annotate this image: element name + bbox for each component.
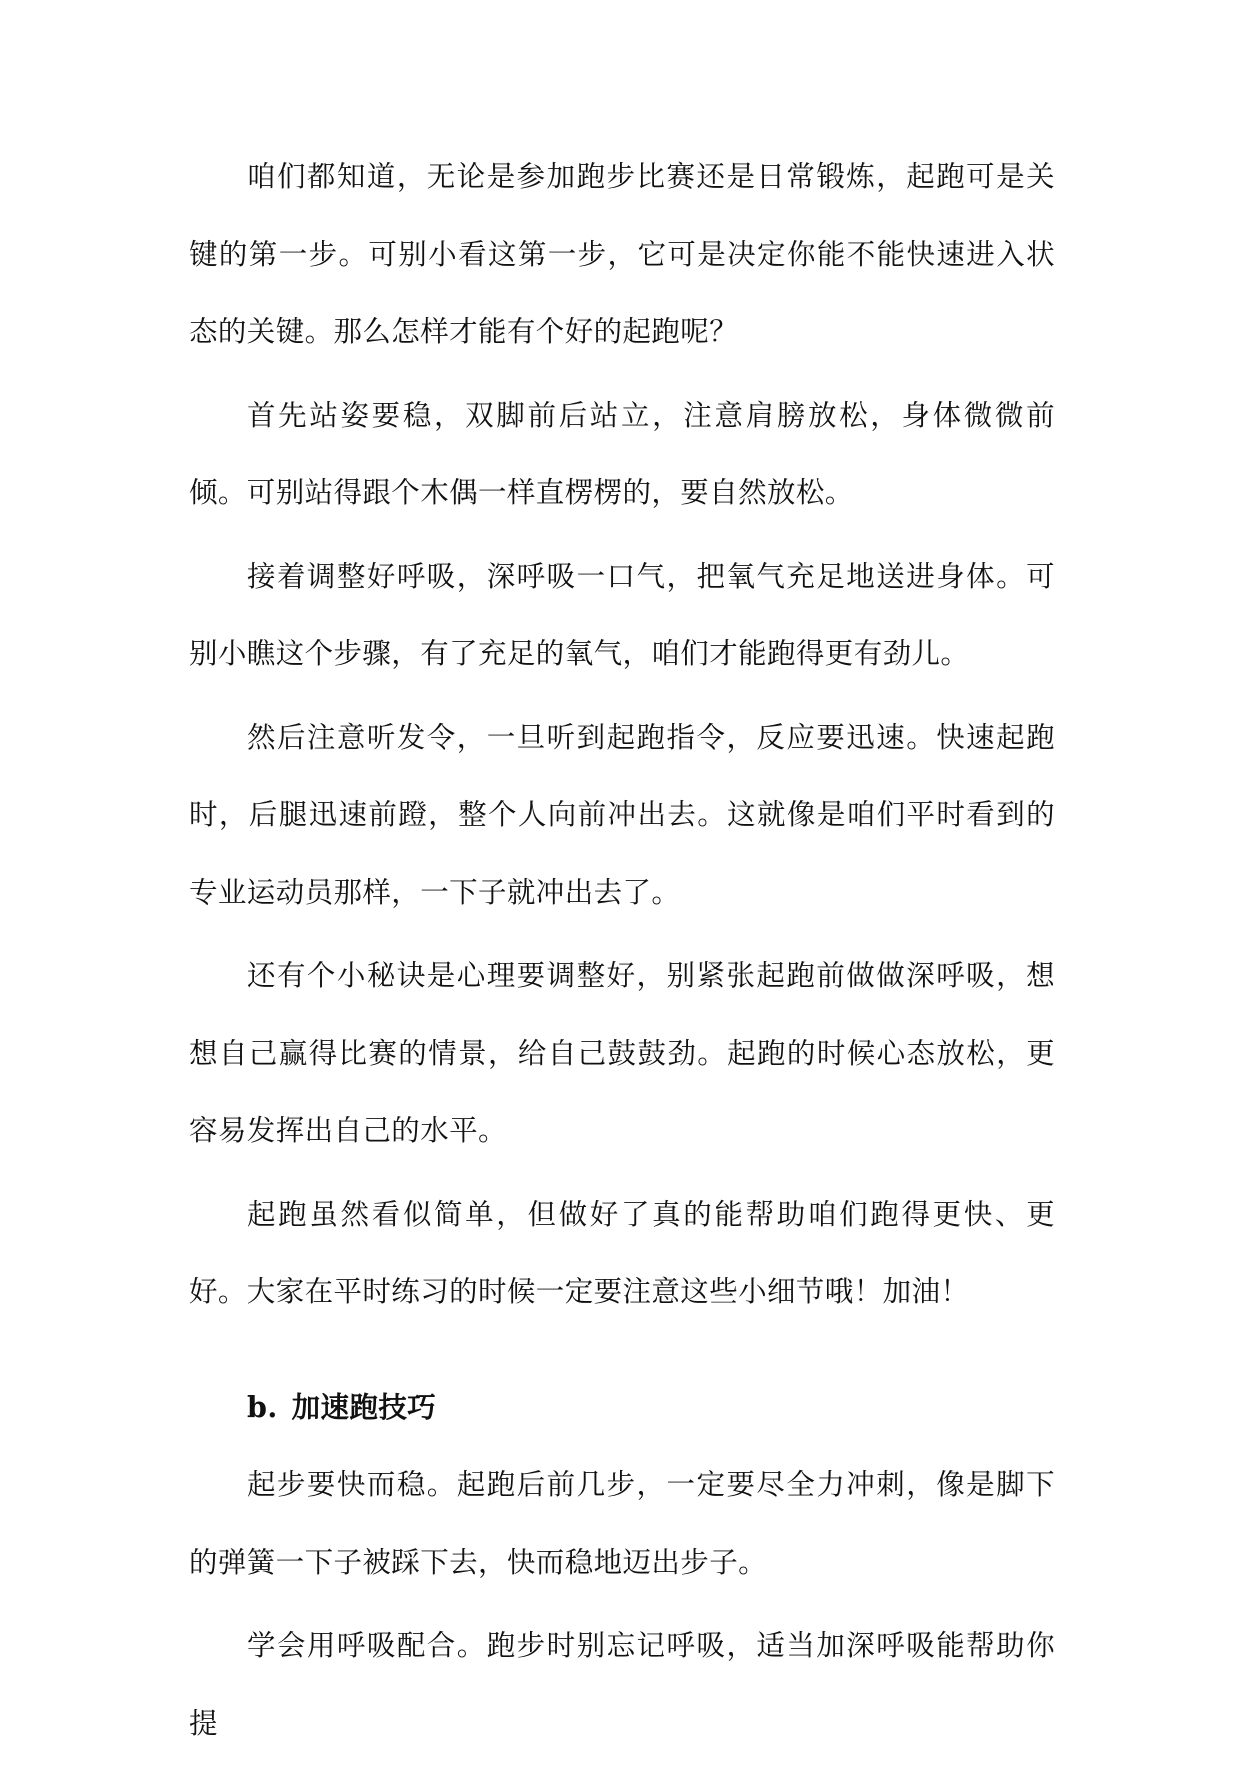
paragraph-mindset: 还有个小秘诀是心理要调整好，别紧张起跑前做做深呼吸，想想自己赢得比赛的情景，给自己鼓鼓劲。起跑的时候心态放松，更容易发挥出自己的水平。: [189, 959, 1055, 1147]
paragraph-breathing: 接着调整好呼吸，深呼吸一口气，把氧气充足地送进身体。可别小瞧这个步骤，有了充足的氧气，咱们才能跑得更有劲儿。: [189, 559, 1055, 670]
document-body: [189, 138, 1055, 1768]
paragraph-quick-start: 起步要快而稳。起跑后前几步，一定要尽全力冲刺，像是脚下的弹簧一下子被踩下去，快而稳地迈出步子。: [189, 1468, 1055, 1579]
section-marker: b.: [247, 1389, 278, 1424]
paragraph-conclusion: 起跑虽然看似简单，但做好了真的能帮助咱们跑得更快、更好。大家在平时练习的时候一定要注意这些小细节哦！加油！: [189, 1197, 1055, 1308]
paragraph-intro: 咱们都知道，无论是参加跑步比赛还是日常锻炼，起跑可是关键的第一步。可别小看这第一步，它可是决定你能不能快速进入状态的关键。那么怎样才能有个好的起跑呢？: [189, 160, 1055, 348]
paragraph-breath-coordination: 学会用呼吸配合。跑步时别忘记呼吸，适当加深呼吸能帮助你提: [189, 1629, 1055, 1740]
section-title: 加速跑技巧: [291, 1389, 437, 1424]
paragraph-stance: 首先站姿要稳，双脚前后站立，注意肩膀放松，身体微微前倾。可别站得跟个木偶一样直楞楞的，要自然放松。: [189, 398, 1055, 509]
paragraph-start-signal: 然后注意听发令，一旦听到起跑指令，反应要迅速。快速起跑时，后腿迅速前蹬，整个人向前冲出去。这就像是咱们平时看到的专业运动员那样，一下子就冲出去了。: [189, 720, 1055, 909]
section-heading-acceleration: [189, 1369, 1055, 1447]
